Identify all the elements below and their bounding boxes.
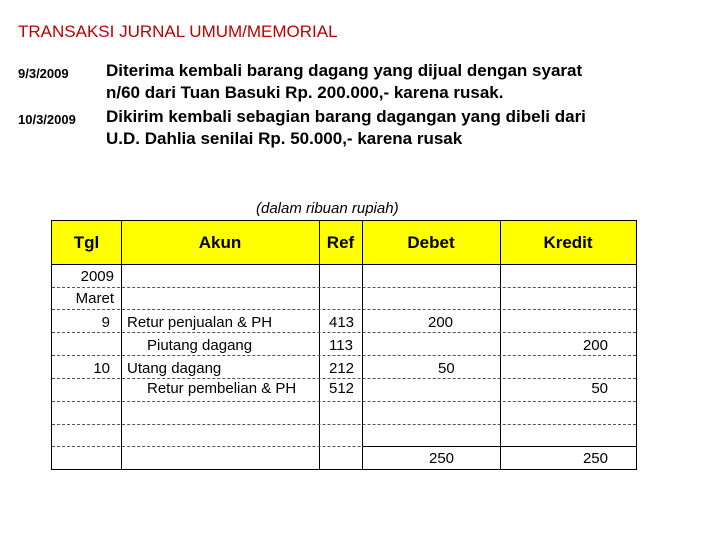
row-divider — [52, 355, 636, 356]
table-cell-ref: 512 — [329, 380, 355, 397]
table-cell-akun: Utang dagang — [127, 360, 222, 377]
page-title: TRANSAKSI JURNAL UMUM/MEMORIAL — [18, 22, 338, 41]
row-divider — [52, 332, 636, 333]
column-header-ref: Ref — [326, 233, 355, 252]
table-cell-kredit: 50 — [591, 380, 608, 397]
column-header-kredit: Kredit — [543, 233, 593, 252]
table-caption: (dalam ribuan rupiah) — [256, 200, 399, 217]
table-cell-tgl: 10 — [93, 360, 110, 377]
table-cell-tgl: 9 — [101, 314, 110, 331]
entry-date: 9/3/2009 — [18, 66, 69, 81]
month-label: Maret — [75, 290, 114, 307]
entry-description — [106, 106, 586, 150]
row-divider — [52, 309, 636, 310]
year-label: 2009 — [80, 268, 114, 285]
table-cell-akun: Piutang dagang — [147, 337, 253, 354]
row-divider — [52, 378, 636, 379]
table-cell-ref: 212 — [329, 360, 355, 377]
row-divider — [52, 287, 636, 288]
entry-date: 10/3/2009 — [18, 112, 76, 127]
entry-line: Dikirim kembali sebagian barang dagangan yang dibeli dari — [106, 107, 586, 126]
table-cell-akun: Retur penjualan & PH — [127, 314, 273, 331]
total-debet: 250 — [429, 450, 455, 467]
table-bottom-border — [363, 469, 636, 470]
column-header-debet: Debet — [407, 233, 455, 252]
column-divider — [362, 220, 363, 470]
table-cell-debet: 50 — [438, 360, 455, 377]
table-cell-debet: 200 — [428, 314, 454, 331]
entry-line: U.D. Dahlia senilai Rp. 50.000,- karena rusak — [106, 129, 463, 148]
column-header-akun: Akun — [198, 233, 242, 252]
journal-table — [51, 220, 637, 470]
table-cell-ref: 113 — [329, 337, 353, 354]
column-header-tgl: Tgl — [73, 233, 100, 252]
table-cell-ref: 413 — [329, 314, 355, 331]
entry-line: Diterima kembali barang dagang yang dijual dengan syarat — [106, 61, 583, 80]
total-kredit: 250 — [582, 450, 608, 467]
entry-line: n/60 dari Tuan Basuki Rp. 200.000,- karena rusak. — [106, 83, 504, 102]
row-divider — [52, 401, 636, 402]
table-bottom-border — [51, 469, 363, 470]
column-divider — [319, 220, 320, 470]
table-cell-akun: Retur pembelian & PH — [147, 380, 297, 397]
table-cell-kredit: 200 — [582, 337, 608, 354]
total-rule — [363, 446, 636, 447]
entry-description — [106, 60, 582, 104]
row-divider — [52, 424, 636, 425]
column-divider — [121, 220, 122, 470]
